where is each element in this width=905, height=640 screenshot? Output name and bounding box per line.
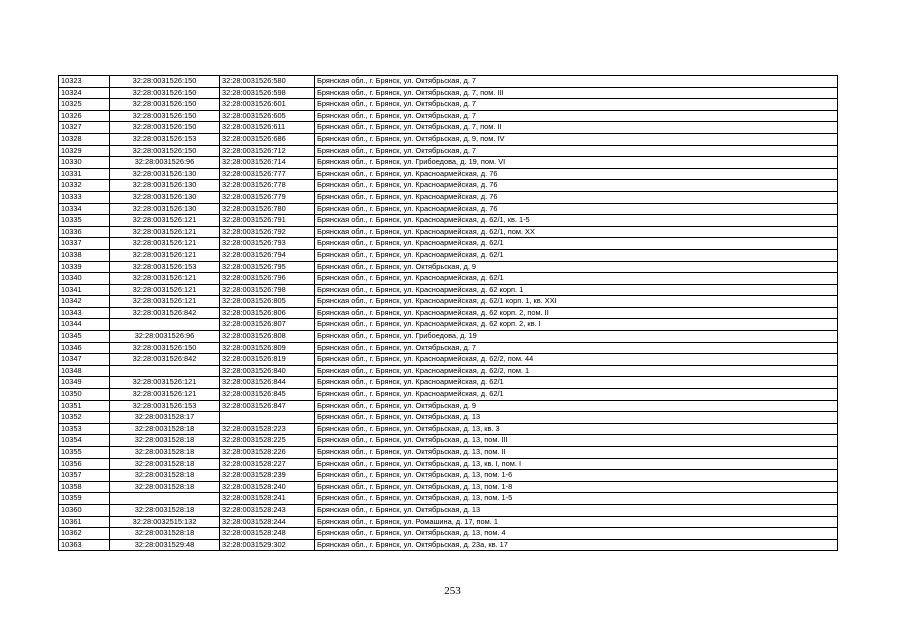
cadastral-number-cell: 32:28:0031528:244 [220,516,315,528]
cadastral-number-cell: 32:28:0031529:302 [220,539,315,551]
row-number-cell: 10338 [59,249,110,261]
table-row [59,377,838,389]
table-row [59,296,838,308]
cadastral-number-cell: 32:28:0031528:223 [220,423,315,435]
address-cell: Брянская обл., г. Брянск, ул. Красноармейская, д. 76 [315,191,838,203]
table-row [59,423,838,435]
address-cell: Брянская обл., г. Брянск, ул. Грибоедова, д. 19, пом. VI [315,157,838,169]
parent-cadastral-cell: 32:28:0031526:150 [110,76,220,88]
table-row [59,516,838,528]
address-cell: Брянская обл., г. Брянск, ул. Октябрьская, д. 13, пом. II [315,447,838,459]
address-cell: Брянская обл., г. Брянск, ул. Красноармейская, д. 62 корп. 2, пом. II [315,307,838,319]
address-cell: Брянская обл., г. Брянск, ул. Октябрьская, д. 7, пом. III [315,87,838,99]
parent-cadastral-cell: 32:28:0031526:121 [110,238,220,250]
row-number-cell: 10324 [59,87,110,99]
address-cell: Брянская обл., г. Брянск, ул. Красноармейская, д. 62/1 [315,238,838,250]
row-number-cell: 10353 [59,423,110,435]
parent-cadastral-cell: 32:28:0032515:132 [110,516,220,528]
row-number-cell: 10328 [59,133,110,145]
row-number-cell: 10332 [59,180,110,192]
row-number-cell: 10345 [59,331,110,343]
table-row [59,261,838,273]
address-cell: Брянская обл., г. Брянск, ул. Красноармейская, д. 76 [315,203,838,215]
address-cell: Брянская обл., г. Брянск, ул. Октябрьская, д. 7 [315,145,838,157]
parent-cadastral-cell: 32:28:0031526:121 [110,273,220,285]
table-row [59,249,838,261]
parent-cadastral-cell: 32:28:0031526:130 [110,180,220,192]
table-row [59,342,838,354]
parent-cadastral-cell: 32:28:0031526:121 [110,284,220,296]
parent-cadastral-cell: 32:28:0031526:130 [110,191,220,203]
address-cell: Брянская обл., г. Брянск, ул. Октябрьская, д. 13, пом. 1-6 [315,470,838,482]
row-number-cell: 10341 [59,284,110,296]
cadastral-number-cell [220,412,315,424]
cadastral-number-cell: 32:28:0031526:712 [220,145,315,157]
table-row [59,110,838,122]
row-number-cell: 10352 [59,412,110,424]
parent-cadastral-cell: 32:28:0031528:18 [110,458,220,470]
registry-table [58,75,838,551]
parent-cadastral-cell: 32:28:0031529:48 [110,539,220,551]
parent-cadastral-cell: 32:28:0031526:96 [110,157,220,169]
address-cell: Брянская обл., г. Брянск, ул. Октябрьская, д. 13 [315,504,838,516]
parent-cadastral-cell: 32:28:0031526:121 [110,296,220,308]
row-number-cell: 10337 [59,238,110,250]
cadastral-number-cell: 32:28:0031528:227 [220,458,315,470]
cadastral-number-cell: 32:28:0031526:807 [220,319,315,331]
cadastral-number-cell: 32:28:0031526:605 [220,110,315,122]
parent-cadastral-cell: 32:28:0031526:130 [110,168,220,180]
cadastral-number-cell: 32:28:0031526:805 [220,296,315,308]
parent-cadastral-cell: 32:28:0031528:18 [110,447,220,459]
row-number-cell: 10329 [59,145,110,157]
parent-cadastral-cell: 32:28:0031526:150 [110,122,220,134]
cadastral-number-cell: 32:28:0031526:791 [220,215,315,227]
address-cell: Брянская обл., г. Брянск, ул. Октябрьская, д. 13, кв. I, пом. I [315,458,838,470]
row-number-cell: 10357 [59,470,110,482]
parent-cadastral-cell: 32:28:0031528:18 [110,435,220,447]
row-number-cell: 10351 [59,400,110,412]
cadastral-number-cell: 32:28:0031526:792 [220,226,315,238]
cadastral-number-cell: 32:28:0031528:226 [220,447,315,459]
row-number-cell: 10331 [59,168,110,180]
cadastral-number-cell: 32:28:0031526:819 [220,354,315,366]
cadastral-number-cell: 32:28:0031528:240 [220,481,315,493]
address-cell: Брянская обл., г. Брянск, ул. Красноармейская, д. 62/1 корп. 1, кв. XXI [315,296,838,308]
cadastral-number-cell: 32:28:0031526:611 [220,122,315,134]
parent-cadastral-cell [110,365,220,377]
table-row [59,435,838,447]
table-row [59,284,838,296]
table-row [59,331,838,343]
table-row [59,307,838,319]
cadastral-number-cell: 32:28:0031526:686 [220,133,315,145]
table-row [59,191,838,203]
address-cell: Брянская обл., г. Брянск, ул. Красноармейская, д. 62/1, кв. 1-5 [315,215,838,227]
parent-cadastral-cell: 32:28:0031526:150 [110,342,220,354]
parent-cadastral-cell: 32:28:0031526:150 [110,99,220,111]
cadastral-number-cell: 32:28:0031526:598 [220,87,315,99]
address-cell: Брянская обл., г. Брянск, ул. Красноармейская, д. 62/1 [315,389,838,401]
row-number-cell: 10360 [59,504,110,516]
row-number-cell: 10350 [59,389,110,401]
parent-cadastral-cell: 32:28:0031526:130 [110,203,220,215]
row-number-cell: 10342 [59,296,110,308]
address-cell: Брянская обл., г. Брянск, ул. Октябрьская, д. 9, пом. IV [315,133,838,145]
row-number-cell: 10354 [59,435,110,447]
cadastral-number-cell: 32:28:0031526:795 [220,261,315,273]
cadastral-number-cell: 32:28:0031528:241 [220,493,315,505]
address-cell: Брянская обл., г. Брянск, ул. Красноармейская, д. 62/2, пом. 1 [315,365,838,377]
row-number-cell: 10348 [59,365,110,377]
row-number-cell: 10340 [59,273,110,285]
table-row [59,76,838,88]
table-row [59,389,838,401]
row-number-cell: 10323 [59,76,110,88]
cadastral-number-cell: 32:28:0031526:777 [220,168,315,180]
row-number-cell: 10359 [59,493,110,505]
cadastral-number-cell: 32:28:0031526:780 [220,203,315,215]
row-number-cell: 10355 [59,447,110,459]
row-number-cell: 10330 [59,157,110,169]
row-number-cell: 10347 [59,354,110,366]
parent-cadastral-cell: 32:28:0031526:150 [110,87,220,99]
address-cell: Брянская обл., г. Брянск, ул. Октябрьская, д. 23а, кв. 17 [315,539,838,551]
row-number-cell: 10327 [59,122,110,134]
table-row [59,504,838,516]
table-row [59,354,838,366]
parent-cadastral-cell: 32:28:0031526:121 [110,389,220,401]
row-number-cell: 10356 [59,458,110,470]
table-row [59,273,838,285]
address-cell: Брянская обл., г. Брянск, ул. Ромашина, д. 17, пом. 1 [315,516,838,528]
cadastral-number-cell: 32:28:0031528:243 [220,504,315,516]
address-cell: Брянская обл., г. Брянск, ул. Октябрьская, д. 13, пом. 1-5 [315,493,838,505]
table-row [59,87,838,99]
address-cell: Брянская обл., г. Брянск, ул. Грибоедова, д. 19 [315,331,838,343]
registry-table-body [59,76,838,551]
address-cell: Брянская обл., г. Брянск, ул. Октябрьская, д. 7 [315,76,838,88]
table-row [59,168,838,180]
parent-cadastral-cell: 32:28:0031528:18 [110,481,220,493]
parent-cadastral-cell: 32:28:0031528:18 [110,423,220,435]
address-cell: Брянская обл., г. Брянск, ул. Октябрьская, д. 13 [315,412,838,424]
address-cell: Брянская обл., г. Брянск, ул. Красноармейская, д. 62/1 [315,377,838,389]
cadastral-number-cell: 32:28:0031526:779 [220,191,315,203]
table-row [59,157,838,169]
address-cell: Брянская обл., г. Брянск, ул. Октябрьская, д. 7 [315,110,838,122]
parent-cadastral-cell: 32:28:0031526:153 [110,261,220,273]
parent-cadastral-cell: 32:28:0031528:17 [110,412,220,424]
parent-cadastral-cell: 32:28:0031526:121 [110,249,220,261]
address-cell: Брянская обл., г. Брянск, ул. Октябрьская, д. 7, пом. II [315,122,838,134]
address-cell: Брянская обл., г. Брянск, ул. Красноармейская, д. 62/1, пом. XX [315,226,838,238]
parent-cadastral-cell: 32:28:0031526:153 [110,400,220,412]
cadastral-number-cell: 32:28:0031526:798 [220,284,315,296]
table-row [59,400,838,412]
row-number-cell: 10361 [59,516,110,528]
cadastral-number-cell: 32:28:0031526:844 [220,377,315,389]
address-cell: Брянская обл., г. Брянск, ул. Красноармейская, д. 62/2, пом. 44 [315,354,838,366]
address-cell: Брянская обл., г. Брянск, ул. Красноармейская, д. 62/1 [315,249,838,261]
cadastral-number-cell: 32:28:0031528:239 [220,470,315,482]
row-number-cell: 10343 [59,307,110,319]
row-number-cell: 10334 [59,203,110,215]
cadastral-number-cell: 32:28:0031528:225 [220,435,315,447]
row-number-cell: 10362 [59,528,110,540]
cadastral-number-cell: 32:28:0031526:714 [220,157,315,169]
row-number-cell: 10363 [59,539,110,551]
table-row [59,180,838,192]
cadastral-number-cell: 32:28:0031526:793 [220,238,315,250]
address-cell: Брянская обл., г. Брянск, ул. Красноармейская, д. 62/1 [315,273,838,285]
cadastral-number-cell: 32:28:0031526:845 [220,389,315,401]
table-row [59,493,838,505]
address-cell: Брянская обл., г. Брянск, ул. Октябрьская, д. 7 [315,99,838,111]
parent-cadastral-cell: 32:28:0031526:150 [110,110,220,122]
parent-cadastral-cell: 32:28:0031526:842 [110,354,220,366]
table-row [59,470,838,482]
table-row [59,122,838,134]
parent-cadastral-cell: 32:28:0031526:150 [110,145,220,157]
address-cell: Брянская обл., г. Брянск, ул. Октябрьская, д. 9 [315,261,838,273]
parent-cadastral-cell: 32:28:0031526:121 [110,226,220,238]
cadastral-number-cell: 32:28:0031526:796 [220,273,315,285]
cadastral-number-cell: 32:28:0031526:840 [220,365,315,377]
table-row [59,539,838,551]
address-cell: Брянская обл., г. Брянск, ул. Октябрьская, д. 13, пом. 4 [315,528,838,540]
table-row [59,528,838,540]
cadastral-number-cell: 32:28:0031526:806 [220,307,315,319]
table-row [59,458,838,470]
parent-cadastral-cell: 32:28:0031528:18 [110,470,220,482]
parent-cadastral-cell: 32:28:0031526:153 [110,133,220,145]
table-row [59,226,838,238]
address-cell: Брянская обл., г. Брянск, ул. Красноармейская, д. 62 корп. 1 [315,284,838,296]
row-number-cell: 10358 [59,481,110,493]
parent-cadastral-cell: 32:28:0031526:842 [110,307,220,319]
parent-cadastral-cell: 32:28:0031526:121 [110,377,220,389]
table-row [59,365,838,377]
table-row [59,238,838,250]
table-row [59,203,838,215]
cadastral-number-cell: 32:28:0031526:601 [220,99,315,111]
row-number-cell: 10326 [59,110,110,122]
address-cell: Брянская обл., г. Брянск, ул. Красноармейская, д. 76 [315,168,838,180]
address-cell: Брянская обл., г. Брянск, ул. Октябрьская, д. 13, пом. 1-8 [315,481,838,493]
table-row [59,481,838,493]
cadastral-number-cell: 32:28:0031526:808 [220,331,315,343]
parent-cadastral-cell: 32:28:0031526:96 [110,331,220,343]
address-cell: Брянская обл., г. Брянск, ул. Октябрьская, д. 13, кв. 3 [315,423,838,435]
table-row [59,215,838,227]
address-cell: Брянская обл., г. Брянск, ул. Октябрьская, д. 13, пом. III [315,435,838,447]
parent-cadastral-cell: 32:28:0031528:18 [110,528,220,540]
cadastral-number-cell: 32:28:0031526:847 [220,400,315,412]
row-number-cell: 10339 [59,261,110,273]
row-number-cell: 10336 [59,226,110,238]
table-row [59,145,838,157]
address-cell: Брянская обл., г. Брянск, ул. Октябрьская, д. 7 [315,342,838,354]
cadastral-number-cell: 32:28:0031528:248 [220,528,315,540]
parent-cadastral-cell [110,319,220,331]
parent-cadastral-cell: 32:28:0031526:121 [110,215,220,227]
row-number-cell: 10325 [59,99,110,111]
table-row [59,412,838,424]
row-number-cell: 10333 [59,191,110,203]
row-number-cell: 10335 [59,215,110,227]
cadastral-number-cell: 32:28:0031526:794 [220,249,315,261]
cadastral-number-cell: 32:28:0031526:809 [220,342,315,354]
page-number: 253 [444,585,461,597]
table-row [59,133,838,145]
address-cell: Брянская обл., г. Брянск, ул. Красноармейская, д. 76 [315,180,838,192]
row-number-cell: 10344 [59,319,110,331]
table-row [59,447,838,459]
cadastral-number-cell: 32:28:0031526:778 [220,180,315,192]
cadastral-number-cell: 32:28:0031526:580 [220,76,315,88]
address-cell: Брянская обл., г. Брянск, ул. Октябрьская, д. 9 [315,400,838,412]
row-number-cell: 10346 [59,342,110,354]
row-number-cell: 10349 [59,377,110,389]
parent-cadastral-cell [110,493,220,505]
table-row [59,99,838,111]
address-cell: Брянская обл., г. Брянск, ул. Красноармейская, д. 62 корп. 2, кв. I [315,319,838,331]
table-row [59,319,838,331]
parent-cadastral-cell: 32:28:0031528:18 [110,504,220,516]
